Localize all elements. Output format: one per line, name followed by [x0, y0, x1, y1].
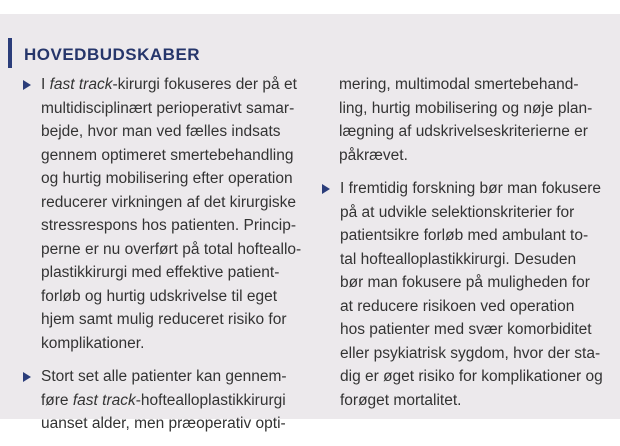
text-run: føre — [41, 391, 73, 409]
text-run: påkrævet. — [339, 146, 408, 164]
italic-term: fast track — [72, 391, 136, 409]
text-run: komplikationer. — [41, 334, 145, 352]
text-line — [41, 191, 305, 215]
accent-bar — [8, 38, 12, 68]
text-run: -kirurgi fokuseres der på et — [112, 76, 297, 93]
text-line — [41, 120, 305, 144]
text-line — [41, 365, 305, 389]
text-line — [339, 73, 607, 97]
text-line — [340, 365, 607, 389]
text-run: forøget mortalitet. — [340, 391, 462, 409]
text-run: eller psykiatrisk sygdom, hvor der sta- — [340, 344, 601, 362]
right-column — [322, 73, 607, 422]
text-run: hjem samt mulig reduceret risiko for — [41, 311, 287, 328]
key-messages-box — [0, 14, 620, 432]
text-line — [340, 389, 607, 413]
text-line — [339, 120, 607, 144]
box-heading: HOVEDBUDSKABER — [24, 45, 201, 64]
text-run: gennem optimeret smertebehandling — [41, 146, 294, 164]
text-line — [41, 144, 305, 168]
text-line — [340, 271, 607, 295]
text-line — [340, 295, 607, 319]
text-line — [41, 412, 305, 436]
text-run: på at udvikle selektionskriterier for — [340, 203, 575, 221]
text-line — [339, 97, 607, 121]
bullet-item — [23, 365, 305, 436]
text-line — [340, 201, 607, 225]
text-line — [339, 144, 607, 168]
text-line — [41, 97, 305, 121]
text-run: I fremtidig forskning bør man fokusere — [340, 180, 602, 197]
text-run: mering, multimodal smertebehand- — [339, 76, 579, 93]
bullet-item — [322, 177, 607, 412]
left-column — [23, 73, 305, 446]
bullet-item — [322, 73, 607, 167]
text-run: uanset alder, men præoperativ opti- — [41, 415, 286, 432]
text-line — [41, 238, 305, 262]
text-line — [41, 73, 305, 97]
text-run: dig er øget risiko for komplikationer og — [340, 368, 603, 385]
text-run: bør man fokusere på muligheden for — [340, 274, 590, 291]
text-line — [41, 261, 305, 285]
text-run: forløb og hurtig udskrivelse til eget — [41, 287, 278, 305]
italic-term: fast track — [49, 76, 113, 93]
text-run: og hurtig mobilisering efter operation — [41, 170, 293, 187]
text-line — [340, 177, 607, 201]
text-run: stressrespons hos patienten. Princip- — [41, 217, 297, 234]
triangle-bullet-icon — [23, 80, 31, 90]
text-run: tal hoftealloplastikkirurgi. Desuden — [340, 250, 577, 268]
text-run: patientsikre forløb med ambulant to- — [340, 227, 589, 244]
text-run: bejde, hvor man ved fælles indsats — [41, 123, 281, 140]
text-run: at reducere risikoen ved operation — [340, 297, 575, 315]
text-line — [41, 167, 305, 191]
text-run: lægning af udskrivelseskriterierne er — [339, 123, 588, 140]
text-line — [41, 214, 305, 238]
text-line — [340, 318, 607, 342]
text-run: reducerer virkningen af det kirurgiske — [41, 193, 297, 211]
text-line — [340, 248, 607, 272]
text-line — [41, 285, 305, 309]
text-line — [340, 224, 607, 248]
text-line — [41, 308, 305, 332]
triangle-bullet-icon — [23, 372, 31, 382]
text-line — [41, 332, 305, 356]
triangle-bullet-icon — [322, 184, 330, 194]
text-run: hos patienter med svær komorbiditet — [340, 321, 592, 338]
text-run: I — [41, 76, 50, 93]
text-run: ling, hurtig mobilisering og nøje plan- — [339, 99, 593, 117]
bullet-item — [23, 73, 305, 355]
text-run: Stort set alle patienter kan gennem- — [41, 368, 287, 385]
text-run: plastikkirurgi med effektive patient- — [41, 264, 280, 281]
text-run: perne er nu overført på total hofteallo- — [41, 240, 302, 258]
text-line — [340, 342, 607, 366]
text-line — [41, 389, 305, 413]
text-run: multidisciplinært perioperativt samar- — [41, 99, 295, 117]
text-run: -hoftealloplastikkirurgi — [135, 391, 286, 409]
